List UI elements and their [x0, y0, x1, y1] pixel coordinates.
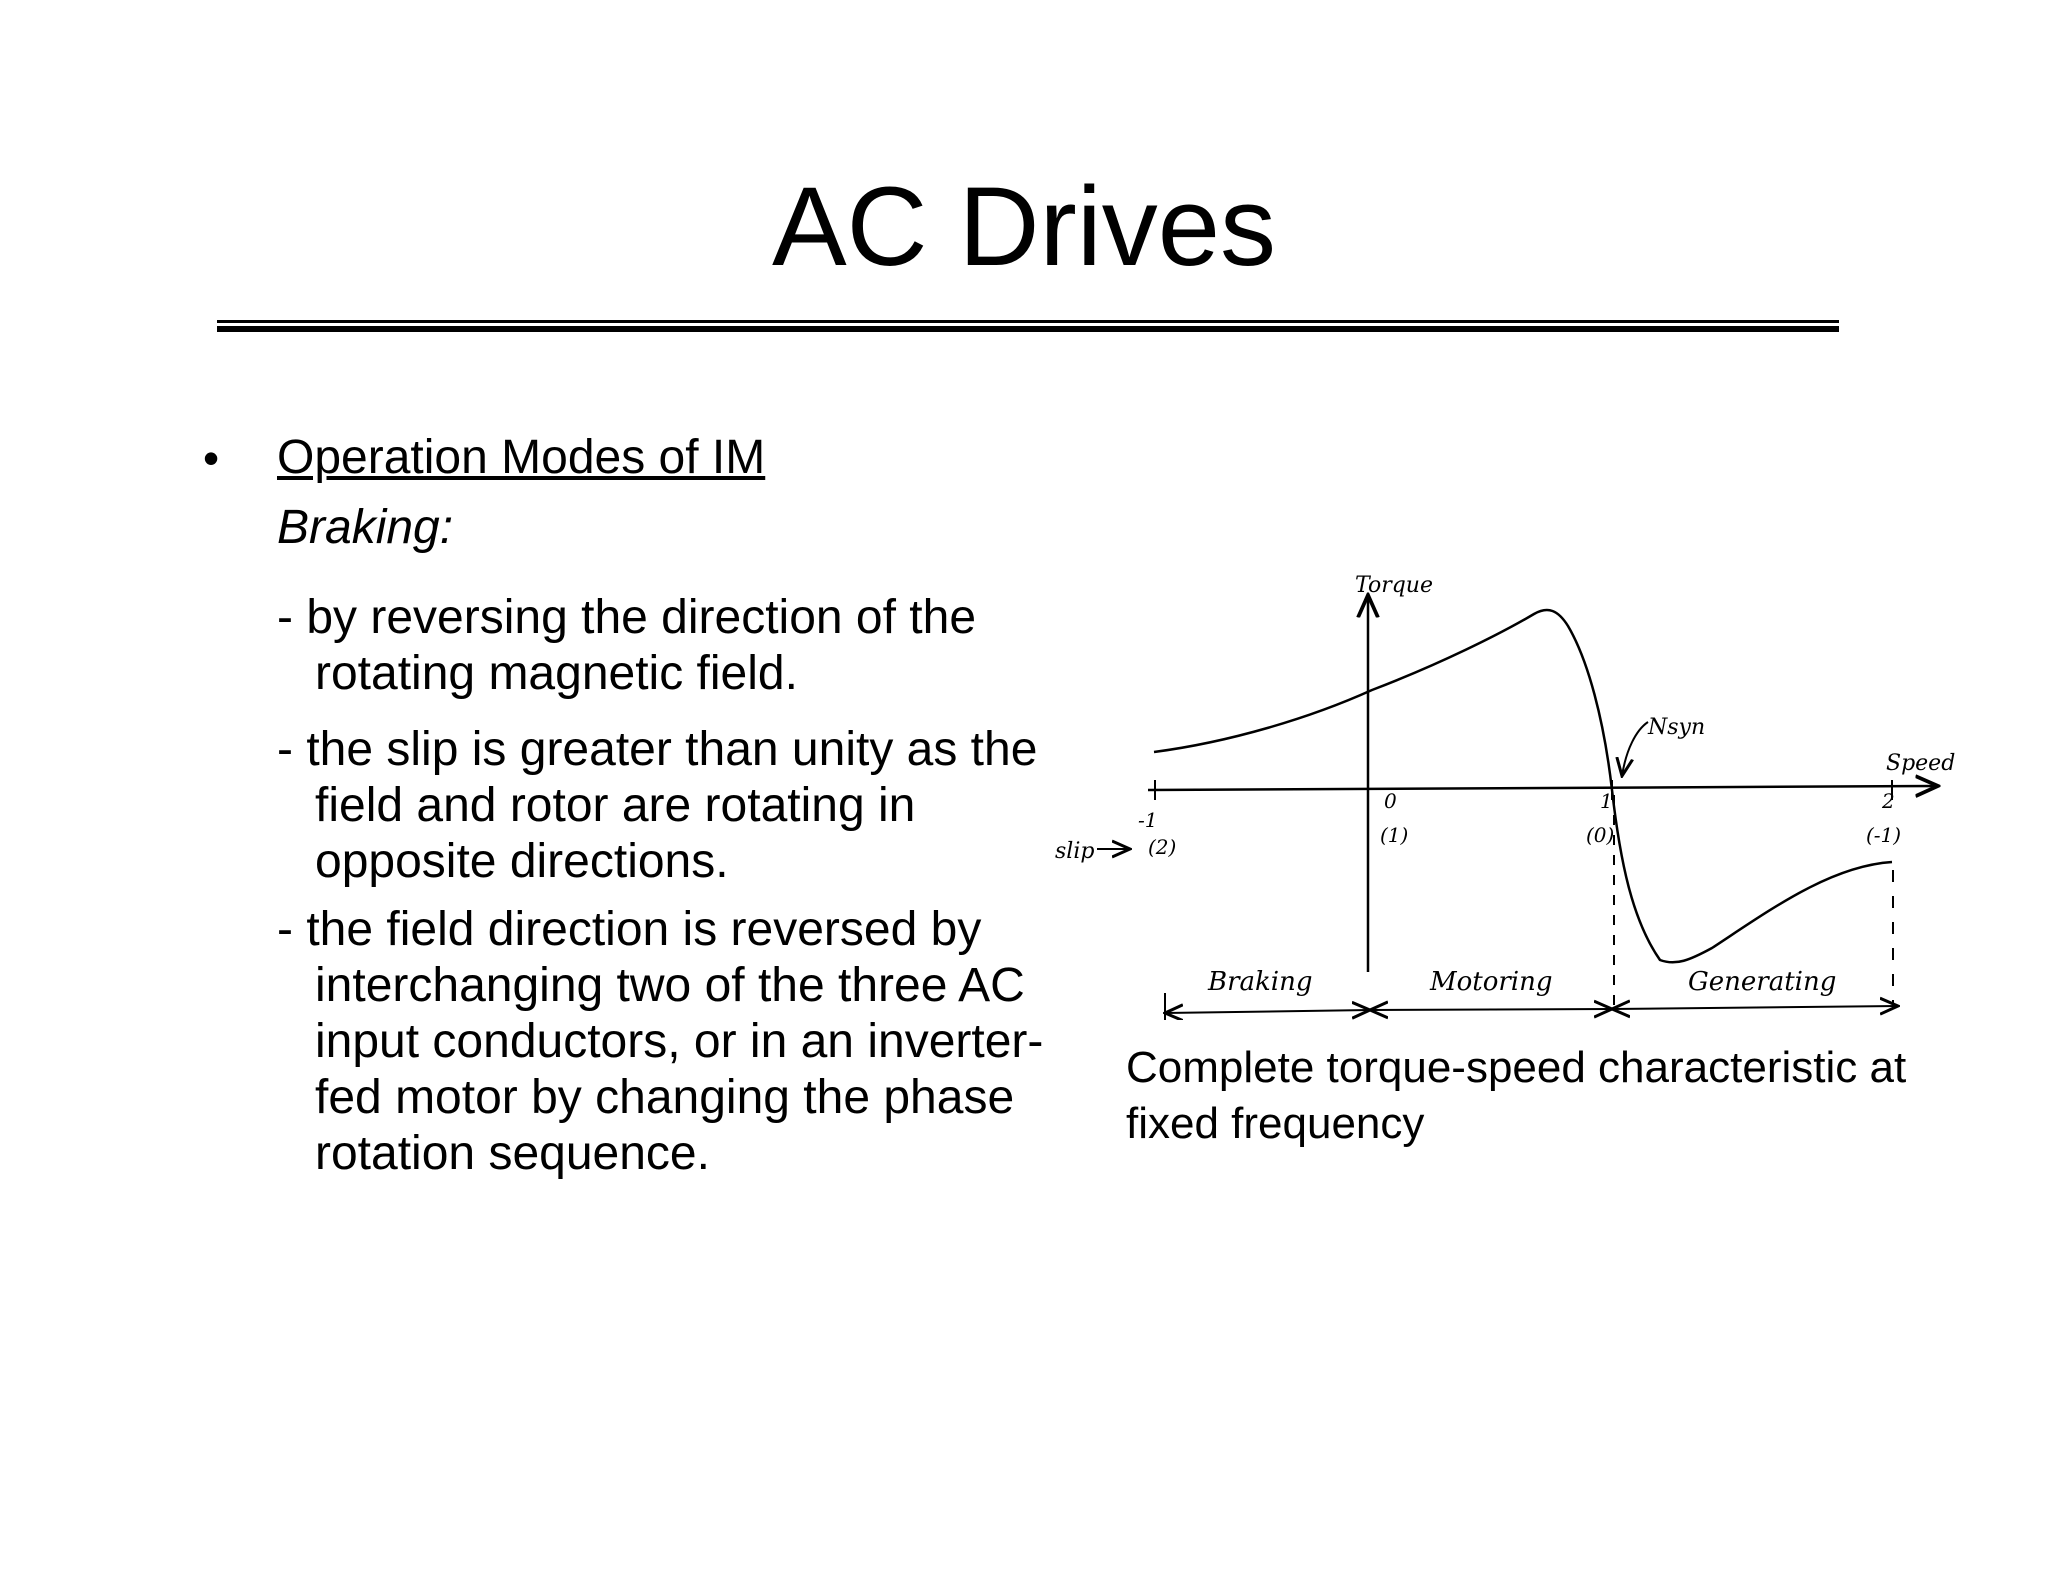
tick-slip-neg1: (-1): [1866, 823, 1902, 847]
bullet-item-3: - the field direction is reversed by interchanging two of the three AC input conductors, or in an inverter-fed motor by changing the phase rotation sequence.: [277, 903, 1044, 1180]
section-heading: Operation Modes of IM: [277, 431, 766, 484]
torque-speed-diagram: [1040, 560, 2040, 1020]
tick-slip-0: (0): [1586, 823, 1615, 847]
title-divider-thin: [217, 320, 1839, 323]
tick-speed-2: 2: [1882, 789, 1895, 813]
tick-slip-1: (1): [1380, 823, 1409, 847]
title-divider-thick: [217, 326, 1839, 332]
torque-axis-label: Torque: [1355, 573, 1433, 598]
tick-speed-neg1: -1: [1138, 808, 1158, 832]
tick-speed-1: 1: [1600, 789, 1613, 813]
region-braking: Braking: [1208, 967, 1313, 997]
speed-axis-label: Speed: [1886, 751, 1956, 776]
figure-caption: Complete torque-speed characteristic at fixed frequency: [1126, 1043, 1907, 1148]
section-subheading: Braking:: [277, 501, 454, 554]
bullet-item-1: - by reversing the direction of the rotating magnetic field.: [277, 591, 977, 700]
slide-title: AC Drives: [771, 164, 1277, 289]
tick-speed-0: 0: [1384, 789, 1397, 813]
slip-label: slip: [1055, 839, 1095, 864]
tick-slip-2: (2): [1148, 835, 1177, 859]
bullet-item-2: - the slip is greater than unity as the field and rotor are rotating in opposite directions.: [277, 723, 1038, 888]
speed-axis: [1148, 786, 1938, 790]
region-motoring: Motoring: [1430, 967, 1553, 997]
bullet-marker: •: [203, 432, 220, 484]
region-generating: Generating: [1688, 967, 1837, 997]
nsyn-label: Nsyn: [1648, 715, 1706, 740]
